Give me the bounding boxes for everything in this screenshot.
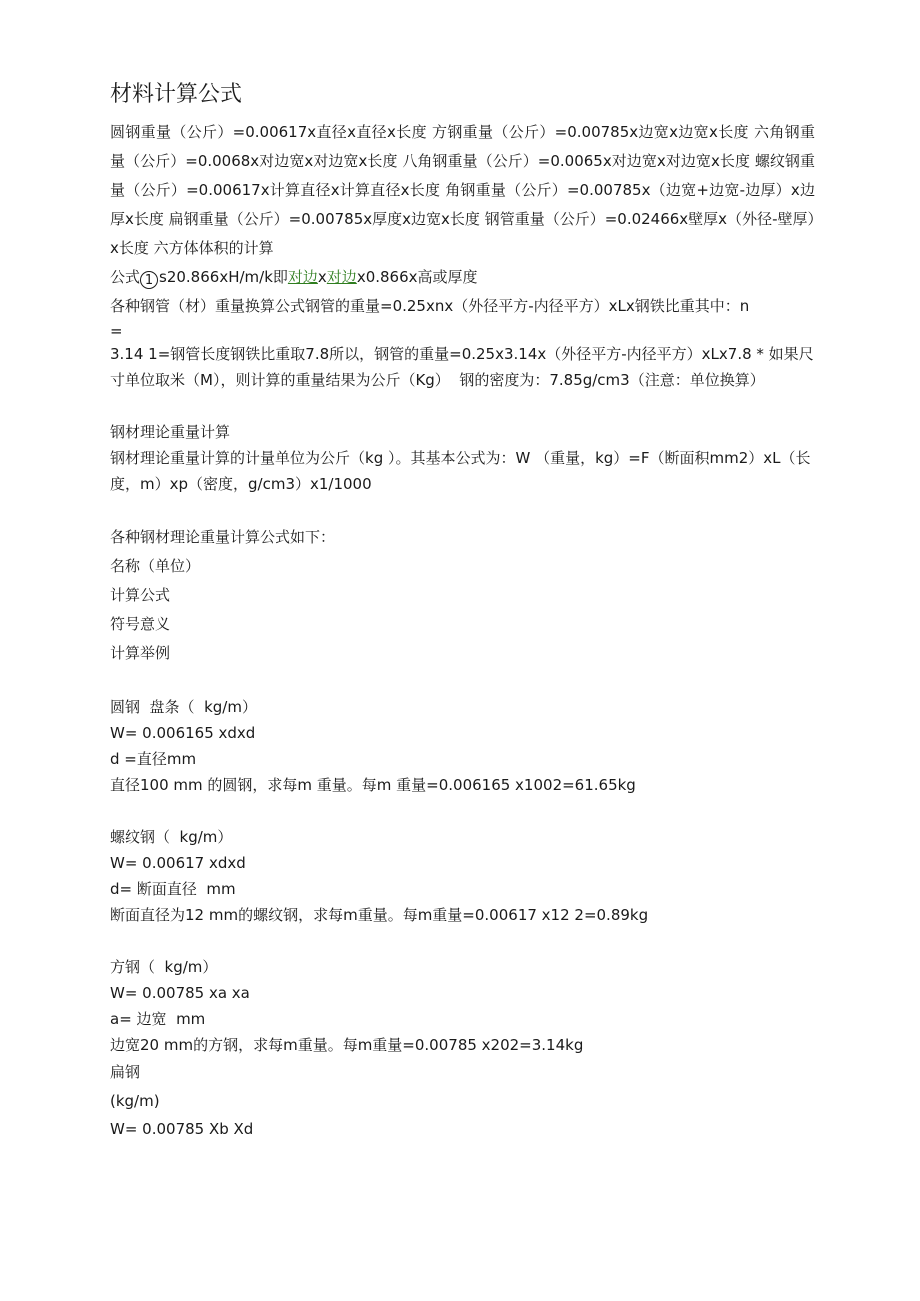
- round-steel-name: 圆钢 盘条（ kg/m）: [110, 698, 257, 716]
- spacer: [110, 928, 815, 954]
- square-steel-formula: W= 0.00785 xa xa: [110, 984, 250, 1002]
- intro-paragraph: 圆钢重量（公斤）=0.00617x直径x直径x长度 方钢重量（公斤）=0.00785x边宽x边宽x长度 六角钢重量（公斤）=0.0068x对边宽x对边宽x长度 八角钢重量（公斤）=0.0065x对边宽x对边宽x长度 螺纹钢重量（公斤）=0.00617x计算直径x计算直径x长度 角钢重量（公斤）=0.00785x（边宽+边宽-边厚）x边厚x长度 扁钢重量（公斤）=0.00785x厚度x边宽x长度 钢管重量（公斤）=0.02466x壁厚x（外径-壁厚）x长度 六方体体积的计算: [110, 123, 815, 257]
- formula-part1: s20.866xH/m/k即: [159, 268, 288, 286]
- page-title: 材料计算公式: [110, 82, 243, 107]
- round-steel-formula: W= 0.006165 xdxd: [110, 724, 256, 742]
- theory-heading: 钢材理论重量计算: [110, 423, 231, 441]
- column-name: 名称（单位）: [110, 557, 201, 575]
- rebar-example: 断面直径为12 mm的螺纹钢，求每m重量。每m重量=0.00617 x12 2=0.89kg: [110, 906, 649, 924]
- round-steel-symbol: d =直径mm: [110, 750, 197, 768]
- formula-suffix: x0.866x高或厚度: [356, 268, 478, 286]
- flat-steel-name: 扁钢: [110, 1063, 141, 1081]
- pipe-line-3: 3.14 1=钢管长度钢铁比重取7.8所以，钢管的重量=0.25x3.14x（外径平方-内径平方）xLx7.8 * 如果尺寸单位取米（M），则计算的重量结果为公斤（Kg） 钢的密度为：7.85g/cm3（注意：单位换算）: [110, 345, 814, 389]
- rebar-formula: W= 0.00617 xdxd: [110, 854, 246, 872]
- pipe-line-1: 各种钢管（材）重量换算公式钢管的重量=0.25xnx（外径平方-内径平方）xLx钢铁比重其中：n: [110, 297, 750, 315]
- formula-line: [110, 263, 815, 292]
- square-steel-example: 边宽20 mm的方钢，求每m重量。每m重量=0.00785 x202=3.14kg: [110, 1036, 584, 1054]
- square-steel-name: 方钢（ kg/m）: [110, 958, 218, 976]
- column-formula: 计算公式: [110, 586, 171, 604]
- link-opposite-side-2[interactable]: 对边: [326, 268, 357, 286]
- square-steel-symbol: a= 边宽 mm: [110, 1010, 206, 1028]
- spacer: [110, 668, 815, 694]
- link-opposite-side-1[interactable]: 对边: [287, 268, 318, 286]
- theory-paragraph: 钢材理论重量计算的计量单位为公斤（kg ）。其基本公式为：W （重量，kg）=F（断面积mm2）xL（长度，m）xp（密度，g/cm3）x1/1000: [110, 449, 811, 493]
- rebar-symbol: d= 断面直径 mm: [110, 880, 236, 898]
- document-page: [110, 78, 815, 1142]
- list-heading: 各种钢材理论重量计算公式如下：: [110, 528, 336, 546]
- spacer: [110, 798, 815, 824]
- flat-steel-formula: W= 0.00785 Xb Xd: [110, 1120, 254, 1138]
- circled-number: 1: [140, 271, 158, 289]
- flat-steel-unit: (kg/m): [110, 1092, 160, 1110]
- pipe-line-2: =: [110, 322, 123, 340]
- rebar-name: 螺纹钢（ kg/m）: [110, 828, 233, 846]
- spacer: [110, 393, 815, 419]
- spacer: [110, 497, 815, 523]
- round-steel-example: 直径100 mm 的圆钢，求每m 重量。每m 重量=0.006165 x1002=61.65kg: [110, 776, 636, 794]
- column-example: 计算举例: [110, 644, 171, 662]
- column-symbol: 符号意义: [110, 615, 171, 633]
- formula-sep: x: [317, 268, 327, 286]
- formula-prefix: 公式: [110, 268, 141, 286]
